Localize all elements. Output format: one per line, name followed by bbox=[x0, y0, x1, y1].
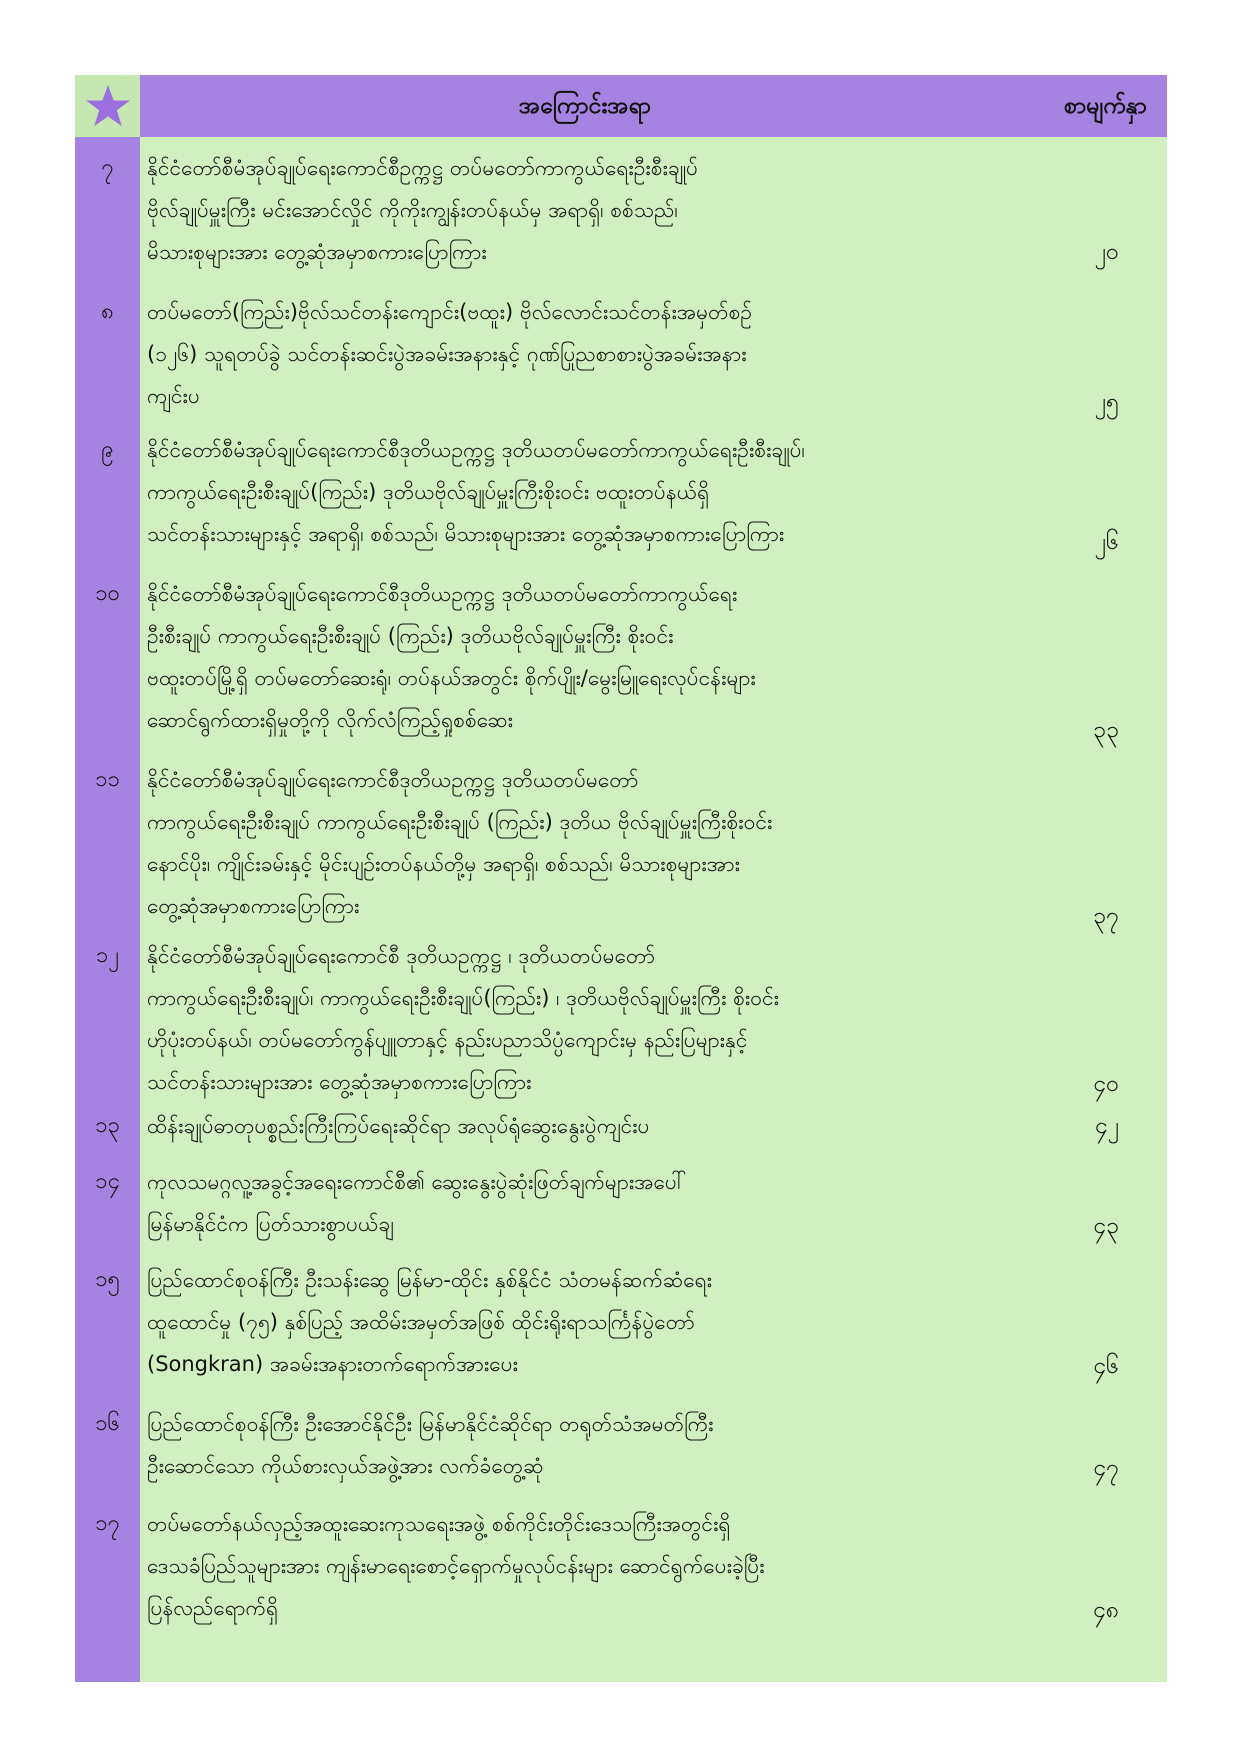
entry-title: ပြည်ထောင်စုဝန်ကြီး ဦးသန်းဆွေ မြန်မာ-ထိုင်း နှစ်နိုင်ငံ သံတမန်ဆက်ဆံရေး ထူထောင်မှု (၇၅) နှစ်ပြည့် အထိမ်းအမှတ်အဖြစ် ထိုင်းရိုးရာသင်္ကြန်ပွဲတော် (Songkran) အခမ်းအနားတက်ရောက်အားပေး bbox=[147, 1268, 713, 1376]
entry-title: နိုင်ငံတော်စီမံအုပ်ချုပ်ရေးကောင်စီဒုတိယဥက္ကဋ္ဌ ဒုတိယတပ်မတော်ကာကွယ်ရေးဦးစီးချုပ်၊ ကာကွယ်ရေးဦးစီးချုပ်(ကြည်း) ဒုတိယဗိုလ်ချုပ်မှူးကြီးစိုးဝင်း ဗထူးတပ်နယ်ရှိ သင်တန်းသားများနှင့် အရာရှိ၊ စစ်သည်၊ မိသားစုများအား တွေ့ဆုံအမှာစကားပြောကြား bbox=[147, 438, 805, 546]
entry-number: ၁၆ bbox=[95, 1411, 120, 1436]
entry-number: ၁၅ bbox=[95, 1267, 120, 1292]
entry-title: တပ်မတော်(ကြည်း)ဗိုလ်သင်တန်းကျောင်း(ဗထူး) ဗိုလ်လောင်းသင်တန်းအမှတ်စဉ် (၁၂၆) သူရတပ်ခွဲ သင်တန်းဆင်းပွဲအခမ်းအနားနှင့် ဂုဏ်ပြုညစာစားပွဲအခမ်းအနား ကျင်းပ bbox=[147, 300, 753, 408]
star-icon bbox=[85, 83, 131, 129]
entry-title: နိုင်ငံတော်စီမံအုပ်ချုပ်ရေးကောင်စီဒုတိယဥက္ကဋ္ဌ ဒုတိယတပ်မတော် ကာကွယ်ရေးဦးစီးချုပ် ကာကွယ်ရေးဦးစီးချုပ် (ကြည်း) ဒုတိယ ဗိုလ်ချုပ်မှူးကြီးစိုးဝင်း နောင်ပိုး၊ ကျိုင်းခမ်းနှင့် မိုင်းပျဉ်းတပ်နယ်တို့မှ အရာရှိ၊ စစ်သည်၊ မိသားစုများအား တွေ့ဆုံအမှာစကားပြောကြား bbox=[147, 768, 773, 918]
entry-page: ၂၆ bbox=[1094, 529, 1119, 555]
entry-page: ၃၃ bbox=[1093, 717, 1119, 743]
entry-number: ၁၀ bbox=[95, 581, 120, 606]
table-of-contents bbox=[75, 75, 1167, 1682]
header-page-label: စာမျက်နှာ bbox=[1063, 93, 1147, 119]
entry-number: ၁၁ bbox=[95, 767, 120, 792]
entry-title: နိုင်ငံတော်စီမံအုပ်ချုပ်ရေးကောင်စီ ဒုတိယဥက္ကဋ္ဌ ၊ ဒုတိယတပ်မတော် ကာကွယ်ရေးဦးစီးချုပ်၊ ကာကွယ်ရေးဦးစီးချုပ်(ကြည်း) ၊ ဒုတိယဗိုလ်ချုပ်မှူးကြီး စိုးဝင်း ဟိုပုံးတပ်နယ်၊ တပ်မတော်ကွန်ပျူတာနှင့် နည်းပညာသိပ္ပံကျောင်းမှ နည်းပြများနှင့် သင်တန်းသားများအား တွေ့ဆုံအမှာစကားပြောကြား bbox=[147, 944, 780, 1094]
entry-number: ၁၇ bbox=[95, 1511, 120, 1536]
entry-title: နိုင်ငံတော်စီမံအုပ်ချုပ်ရေးကောင်စီဒုတိယဥက္ကဋ္ဌ ဒုတိယတပ်မတော်ကာကွယ်ရေး ဦးစီးချုပ် ကာကွယ်ရေးဦးစီးချုပ် (ကြည်း) ဒုတိယဗိုလ်ချုပ်မှူးကြီး စိုးဝင်း ဗထူးတပ်မြို့ရှိ တပ်မတော်ဆေးရုံ၊ တပ်နယ်အတွင်း စိုက်ပျိုး/မွေးမြူရေးလုပ်ငန်းများ ဆောင်ရွက်ထားရှိမှုတို့ကို လိုက်လံကြည့်ရှုစစ်ဆေး bbox=[147, 582, 756, 732]
entry-page: ၄၃ bbox=[1093, 1213, 1119, 1239]
entry-page: ၄၈ bbox=[1092, 1597, 1119, 1623]
entry-title: ကုလသမဂ္ဂလူ့အခွင့်အရေးကောင်စီ၏ ဆွေးနွေးပွဲဆုံးဖြတ်ချက်များအပေါ် မြန်မာနိုင်ငံက ပြတ်သားစွာပယ်ချ bbox=[147, 1170, 687, 1236]
entry-page: ၄၀ bbox=[1093, 1071, 1119, 1097]
entry-title: တပ်မတော်နယ်လှည့်အထူးဆေးကုသရေးအဖွဲ့ စစ်ကိုင်းတိုင်းဒေသကြီးအတွင်းရှိ ဒေသခံပြည်သူများအား ကျန်းမာရေးစောင့်ရှောက်မှုလုပ်ငန်းများ ဆောင်ရွက်ပေးခဲ့ပြီး ပြန်လည်ရောက်ရှိ bbox=[147, 1512, 765, 1620]
header-title: အကြောင်းအရာ bbox=[518, 93, 652, 119]
entry-page: ၃၇ bbox=[1093, 903, 1119, 929]
entry-page: ၂၅ bbox=[1094, 389, 1119, 415]
entry-title: နိုင်ငံတော်စီမံအုပ်ချုပ်ရေးကောင်စီဥက္ကဋ္ဌ တပ်မတော်ကာကွယ်ရေးဦးစီးချုပ် ဗိုလ်ချုပ်မှူးကြီး မင်းအောင်လှိုင် ကိုကိုးကျွန်းတပ်နယ်မှ အရာရှိ၊ စစ်သည်၊ မိသားစုများအား တွေ့ဆုံအမှာစကားပြောကြား bbox=[147, 156, 698, 264]
star-cell bbox=[75, 75, 140, 137]
entry-page: ၂၀ bbox=[1094, 239, 1119, 265]
entry-number: ၈ bbox=[101, 299, 114, 324]
entry-number: ၁၂ bbox=[95, 943, 120, 968]
entry-number: ၉ bbox=[101, 437, 114, 462]
entry-title: ပြည်ထောင်စုဝန်ကြီး ဦးအောင်နိုင်ဦး မြန်မာနိုင်ငံဆိုင်ရာ တရုတ်သံအမတ်ကြီး ဦးဆောင်သော ကိုယ်စားလှယ်အဖွဲ့အား လက်ခံတွေ့ဆုံ bbox=[147, 1412, 714, 1478]
entry-page: ၄၇ bbox=[1093, 1455, 1119, 1481]
entry-page: ၄၆ bbox=[1093, 1353, 1119, 1379]
entry-title: ထိန်းချုပ်ဓာတုပစ္စည်းကြီးကြပ်ရေးဆိုင်ရာ အလုပ်ရုံဆွေးနွေးပွဲကျင်းပ bbox=[147, 1114, 650, 1138]
entry-number: ၇ bbox=[101, 155, 114, 180]
entry-number: ၁၄ bbox=[95, 1169, 120, 1194]
entry-number: ၁၃ bbox=[95, 1113, 120, 1138]
entry-page: ၄၂ bbox=[1094, 1113, 1119, 1139]
toc-header bbox=[75, 75, 1167, 137]
